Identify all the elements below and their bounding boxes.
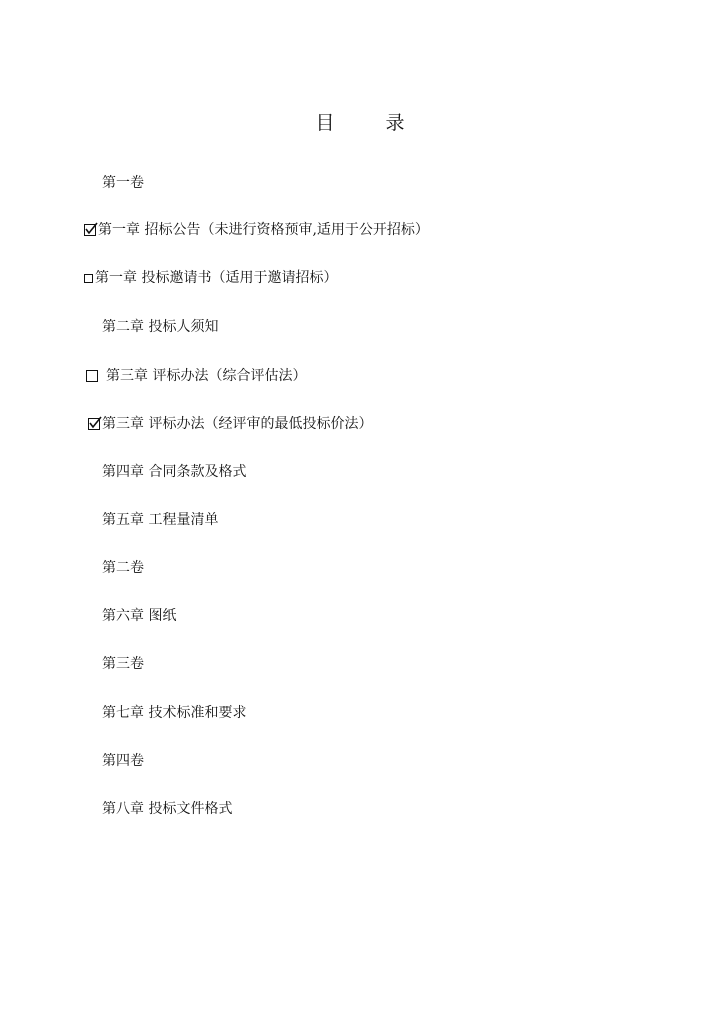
toc-entry-volume-1: [102, 174, 144, 192]
toc-entry-text: 第五章 工程量清单: [102, 512, 219, 528]
toc-entry-text: 第二章 投标人须知: [102, 319, 219, 335]
toc-entry-chapter-7: [102, 704, 246, 722]
toc-entry-text: 第一章 投标邀请书（适用于邀请招标）: [95, 270, 338, 286]
toc-entry-chapter-4: [102, 463, 246, 481]
toc-entry-chapter-3-comprehensive: [86, 367, 306, 385]
toc-entry-text: 第二卷: [102, 560, 144, 576]
toc-entry-text: 第三章 评标办法（经评审的最低投标价法）: [102, 416, 373, 432]
toc-entry-chapter-2: [102, 318, 218, 336]
toc-entry-text: 第八章 投标文件格式: [102, 801, 233, 817]
toc-entry-volume-3: [102, 655, 144, 673]
toc-entry-chapter-8: [102, 800, 232, 818]
toc-entry-text: 第四卷: [102, 753, 144, 769]
toc-entry-text: 第六章 图纸: [102, 608, 177, 624]
toc-entry-chapter-6: [102, 607, 176, 625]
toc-entry-chapter-3-lowest-price: [88, 415, 372, 433]
unchecked-checkbox-icon[interactable]: [84, 274, 93, 283]
toc-entry-text: 第四章 合同条款及格式: [102, 464, 247, 480]
toc-entry-text: 第三卷: [102, 656, 144, 672]
toc-entry-volume-2: [102, 559, 144, 577]
checked-checkbox-icon[interactable]: [84, 224, 96, 236]
toc-entry-volume-4: [102, 752, 144, 770]
unchecked-checkbox-icon[interactable]: [86, 370, 98, 382]
toc-entry-chapter-1-announcement: [84, 221, 429, 239]
checked-checkbox-icon[interactable]: [88, 418, 100, 430]
toc-title: 目 录: [315, 112, 421, 134]
toc-entry-text: 第七章 技术标准和要求: [102, 705, 247, 721]
toc-entry-chapter-5: [102, 511, 218, 529]
toc-entry-text: 第三章 评标办法（综合评估法）: [106, 368, 307, 384]
toc-entry-text: 第一章 招标公告（未进行资格预审,适用于公开招标）: [98, 222, 429, 238]
toc-entry-chapter-1-invitation: [84, 269, 337, 287]
toc-entry-text: 第一卷: [102, 175, 144, 191]
